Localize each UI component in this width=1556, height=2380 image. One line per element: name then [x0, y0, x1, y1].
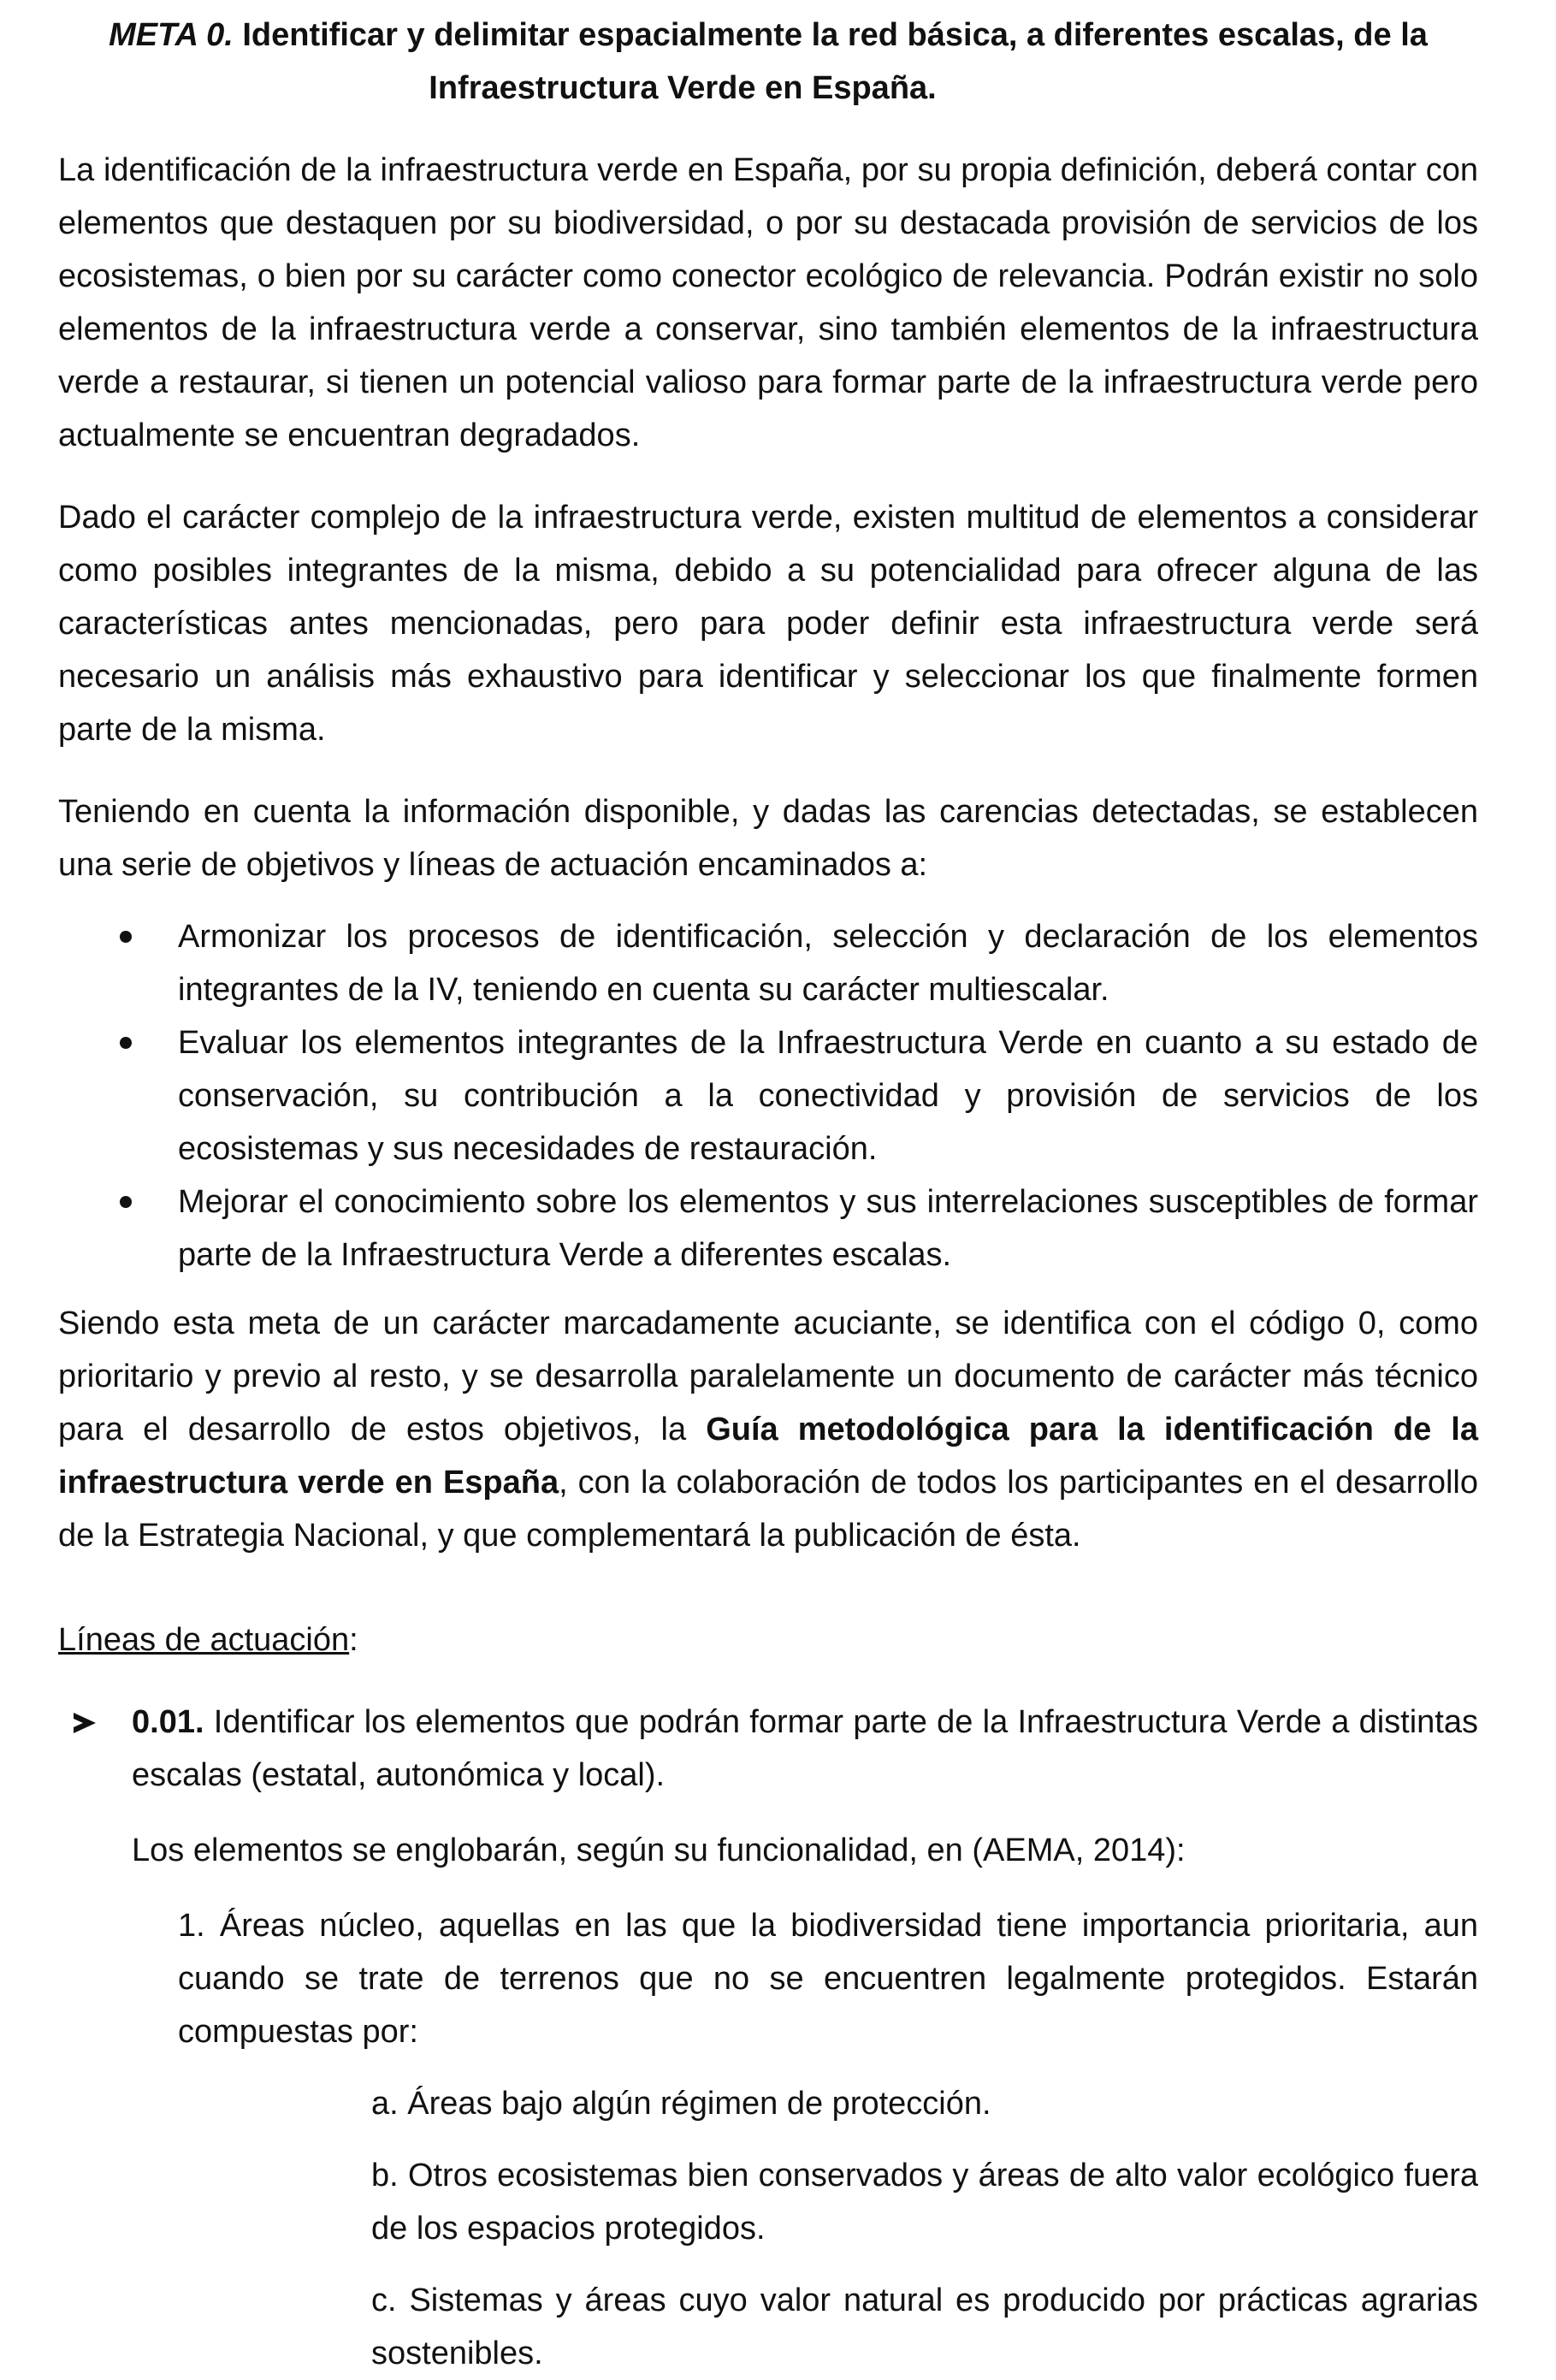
- meta-title-line2: Infraestructura Verde en España.: [429, 70, 937, 106]
- bullet-icon: [120, 1037, 132, 1049]
- lettered-item-a: a. Áreas bajo algún régimen de protección.: [371, 2086, 991, 2122]
- lineas-heading-colon: :: [349, 1622, 358, 1658]
- paragraph-4: [58, 1297, 1478, 1562]
- paragraph-3: Teniendo en cuenta la información disponible, y dadas las carencias detectadas, se establecen una serie de objetivos y líneas de actuación encaminados a:: [58, 794, 1478, 883]
- meta-title-line1: Identificar y delimitar espacialmente la red básica, a diferentes escalas, de la: [242, 17, 1428, 53]
- elements-intro: Los elementos se englobarán, según su funcionalidad, en (AEMA, 2014):: [132, 1832, 1186, 1868]
- lettered-item-c: c. Sistemas y áreas cuyo valor natural es producido por prácticas agrarias sostenibles.: [371, 2282, 1478, 2371]
- list-item: [58, 910, 1478, 1016]
- bullet-icon: [120, 931, 132, 943]
- action-text: Identificar los elementos que podrán formar parte de la Infraestructura Verde a distintas escalas (estatal, autonómica y local).: [132, 1704, 1478, 1793]
- lineas-heading-text: Líneas de actuación: [58, 1622, 350, 1658]
- objectives-list: [58, 910, 1478, 1282]
- lettered-item-b: b. Otros ecosistemas bien conservados y áreas de alto valor ecológico fuera de los espacios protegidos.: [371, 2158, 1478, 2247]
- list-item-text: Mejorar el conocimiento sobre los elementos y sus interrelaciones susceptibles de formar parte de la Infraestructura Verde a diferentes escalas.: [178, 1184, 1478, 1273]
- paragraph-1: La identificación de la infraestructura verde en España, por su propia definición, deberá contar con elementos que destaquen por su biodiversidad, o por su destacada provisión de servicios de los ecosistemas, o bien por su carácter como conector ecológico de relevancia. Podrán existir no solo elementos de la infraestructura verde a conservar, sino también elementos de la infraestructura verde a restaurar, si tienen un potencial valioso para formar parte de la infraestructura verde pero actualmente se encuentran degradados.: [58, 152, 1478, 453]
- meta-heading: [58, 9, 1478, 115]
- document-page: [58, 0, 1478, 2380]
- action-line-0-01: [58, 1696, 1478, 1802]
- lineas-heading: [58, 1613, 1478, 1667]
- paragraph-4-tail: , con la colaboración de todos los participantes en el desarrollo de la Estrategia Nacional, y que complementará la publicación de ésta.: [58, 1465, 1479, 1554]
- guide-title: Guía metodológica para la identificación de la infraestructura verde en España: [58, 1412, 1478, 1501]
- action-code: 0.01.: [132, 1704, 204, 1740]
- bullet-icon: [120, 1196, 132, 1208]
- meta-label: META 0.: [109, 17, 234, 53]
- list-item: [58, 1175, 1478, 1282]
- list-item-text: Evaluar los elementos integrantes de la Infraestructura Verde en cuanto a su estado de conservación, su contribución a la conectividad y provisión de servicios de los ecosistemas y sus necesidades de restauración.: [178, 1025, 1478, 1167]
- list-item: [58, 1016, 1478, 1175]
- numbered-item-1: 1. Áreas núcleo, aquellas en las que la biodiversidad tiene importancia prioritaria, aun cuando se trate de terrenos que no se encuentren legalmente protegidos. Estarán compuestas por:: [178, 1908, 1478, 2050]
- arrow-bullet-icon: [74, 1713, 96, 1733]
- list-item-text: Armonizar los procesos de identificación, selección y declaración de los elementos integrantes de la IV, teniendo en cuenta su carácter multiescalar.: [178, 919, 1478, 1008]
- paragraph-2: Dado el carácter complejo de la infraestructura verde, existen multitud de elementos a considerar como posibles integrantes de la misma, debido a su potencialidad para ofrecer alguna de las características antes mencionadas, pero para poder definir esta infraestructura verde será necesario un análisis más exhaustivo para identificar y seleccionar los que finalmente formen parte de la misma.: [58, 500, 1478, 748]
- paragraph-4-lead: Siendo esta meta de un carácter marcadamente acuciante, se identifica con el código 0, como prioritario y previo al resto, y se desarrolla paralelamente un documento de carácter más técnico para el desarrollo de estos objetivos, la: [58, 1305, 1478, 1448]
